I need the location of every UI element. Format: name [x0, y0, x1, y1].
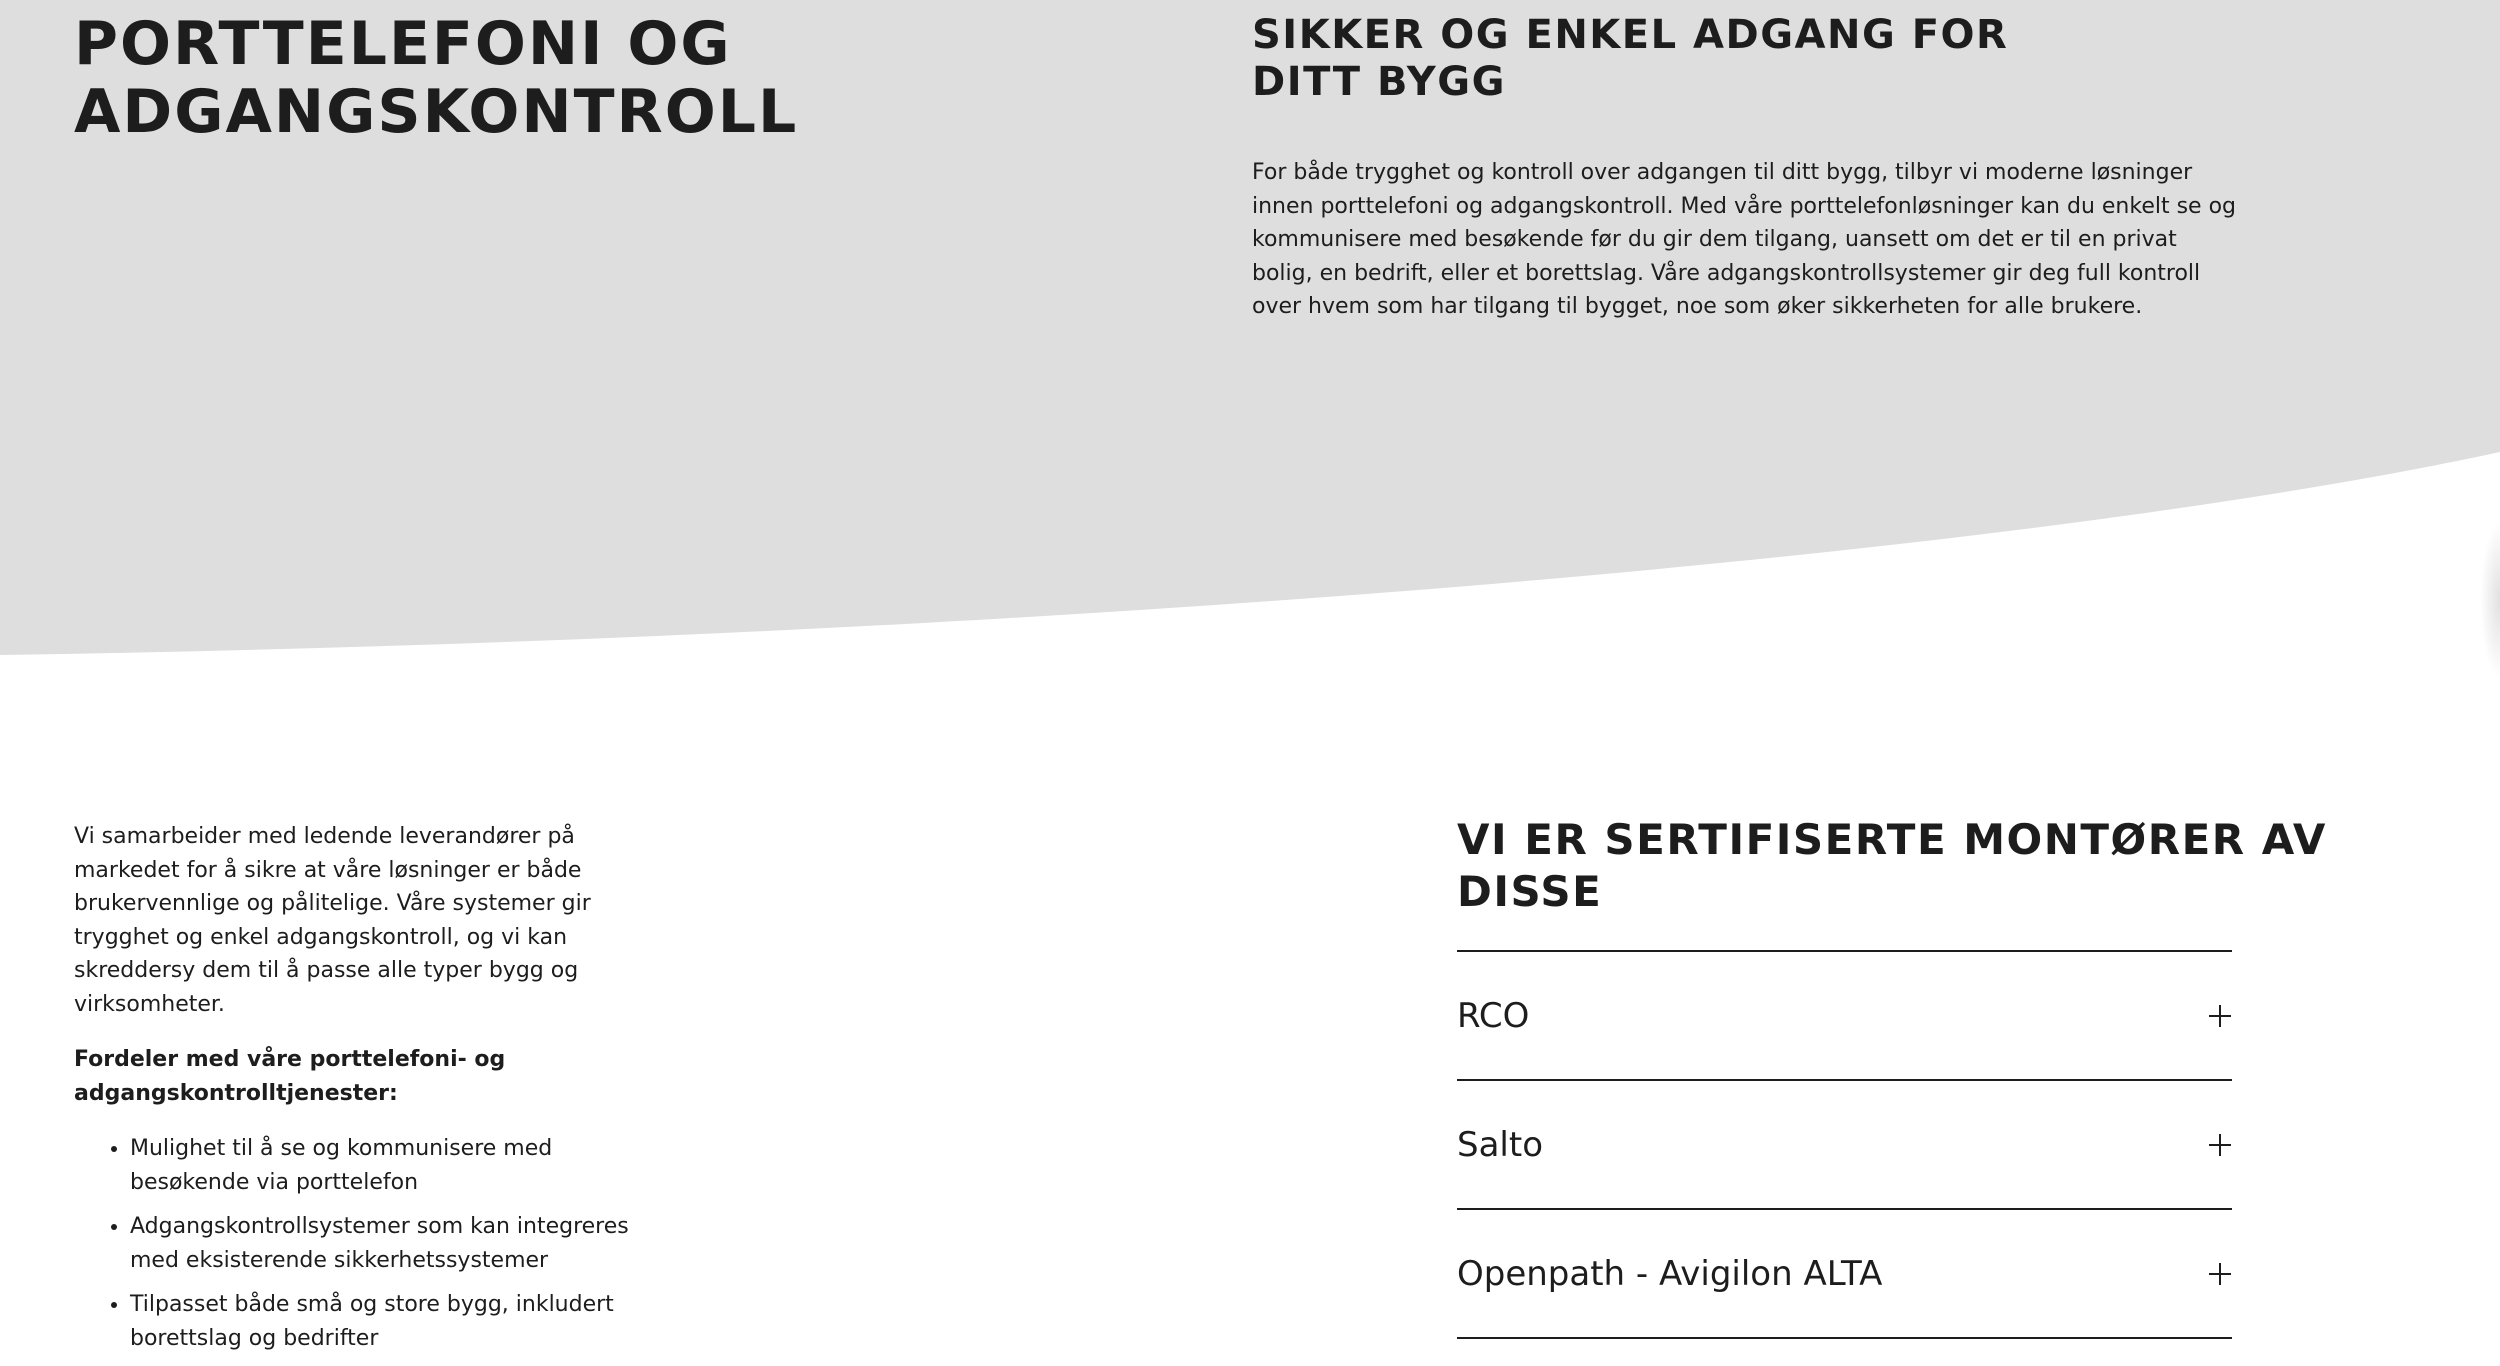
certifications-accordion [1457, 950, 2232, 1339]
list-item: • Adgangskontrollsystemer som kan integreres med eksisterende sikkerhetssystemer [130, 1210, 654, 1277]
accordion-item-openpath[interactable] [1457, 1210, 2232, 1339]
certifications-heading: VI ER SERTIFISERTE MONTØRER AV DISSE [1457, 815, 2327, 916]
plus-icon[interactable] [2209, 1005, 2231, 1027]
intro-heading: SIKKER OG ENKEL ADGANG FOR DITT BYGG [1252, 12, 2009, 105]
benefits-heading: Fordeler med våre porttelefoni- og adgangskontrolltjenester: [74, 1047, 506, 1106]
benefits-list [74, 1132, 654, 1355]
partners-section [74, 820, 654, 1366]
accordion-label: Salto [1457, 1124, 1543, 1165]
accordion-item-rco[interactable] [1457, 952, 2232, 1081]
accordion-item-salto[interactable] [1457, 1081, 2232, 1210]
intro-text: For både trygghet og kontroll over adgangen til ditt bygg, tilbyr vi moderne løsninger innen porttelefoni og adgangskontroll. Med våre porttelefonløsninger kan du enkelt se og kommunisere med besøkende før du gir dem tilgang, uansett om det er til en privat bolig, en bedrift, eller et borettslag. Våre adgangskontrollsystemer gir deg full kontroll over hvem som har tilgang til bygget, noe som øker sikkerheten for alle brukere. [1252, 160, 2237, 319]
plus-icon[interactable] [2209, 1263, 2231, 1285]
accordion-label: RCO [1457, 995, 1530, 1036]
list-item: • Mulighet til å se og kommunisere med besøkende via porttelefon [130, 1132, 654, 1199]
edge-shadow [2480, 520, 2500, 680]
page-title: PORTTELEFONI OG ADGANGSKONTROLL [74, 9, 799, 147]
accordion-label: Openpath - Avigilon ALTA [1457, 1253, 1883, 1294]
plus-icon[interactable] [2209, 1134, 2231, 1156]
list-item: • Tilpasset både små og store bygg, inkludert borettslag og bedrifter [130, 1288, 654, 1355]
partners-paragraph: Vi samarbeider med ledende leverandører på markedet for å sikre at våre løsninger er både brukervennlige og pålitelige. Våre systemer gir trygghet og enkel adgangskontroll, og vi kan skreddersy dem til å passe alle typer bygg og virksomheter. [74, 824, 591, 1017]
